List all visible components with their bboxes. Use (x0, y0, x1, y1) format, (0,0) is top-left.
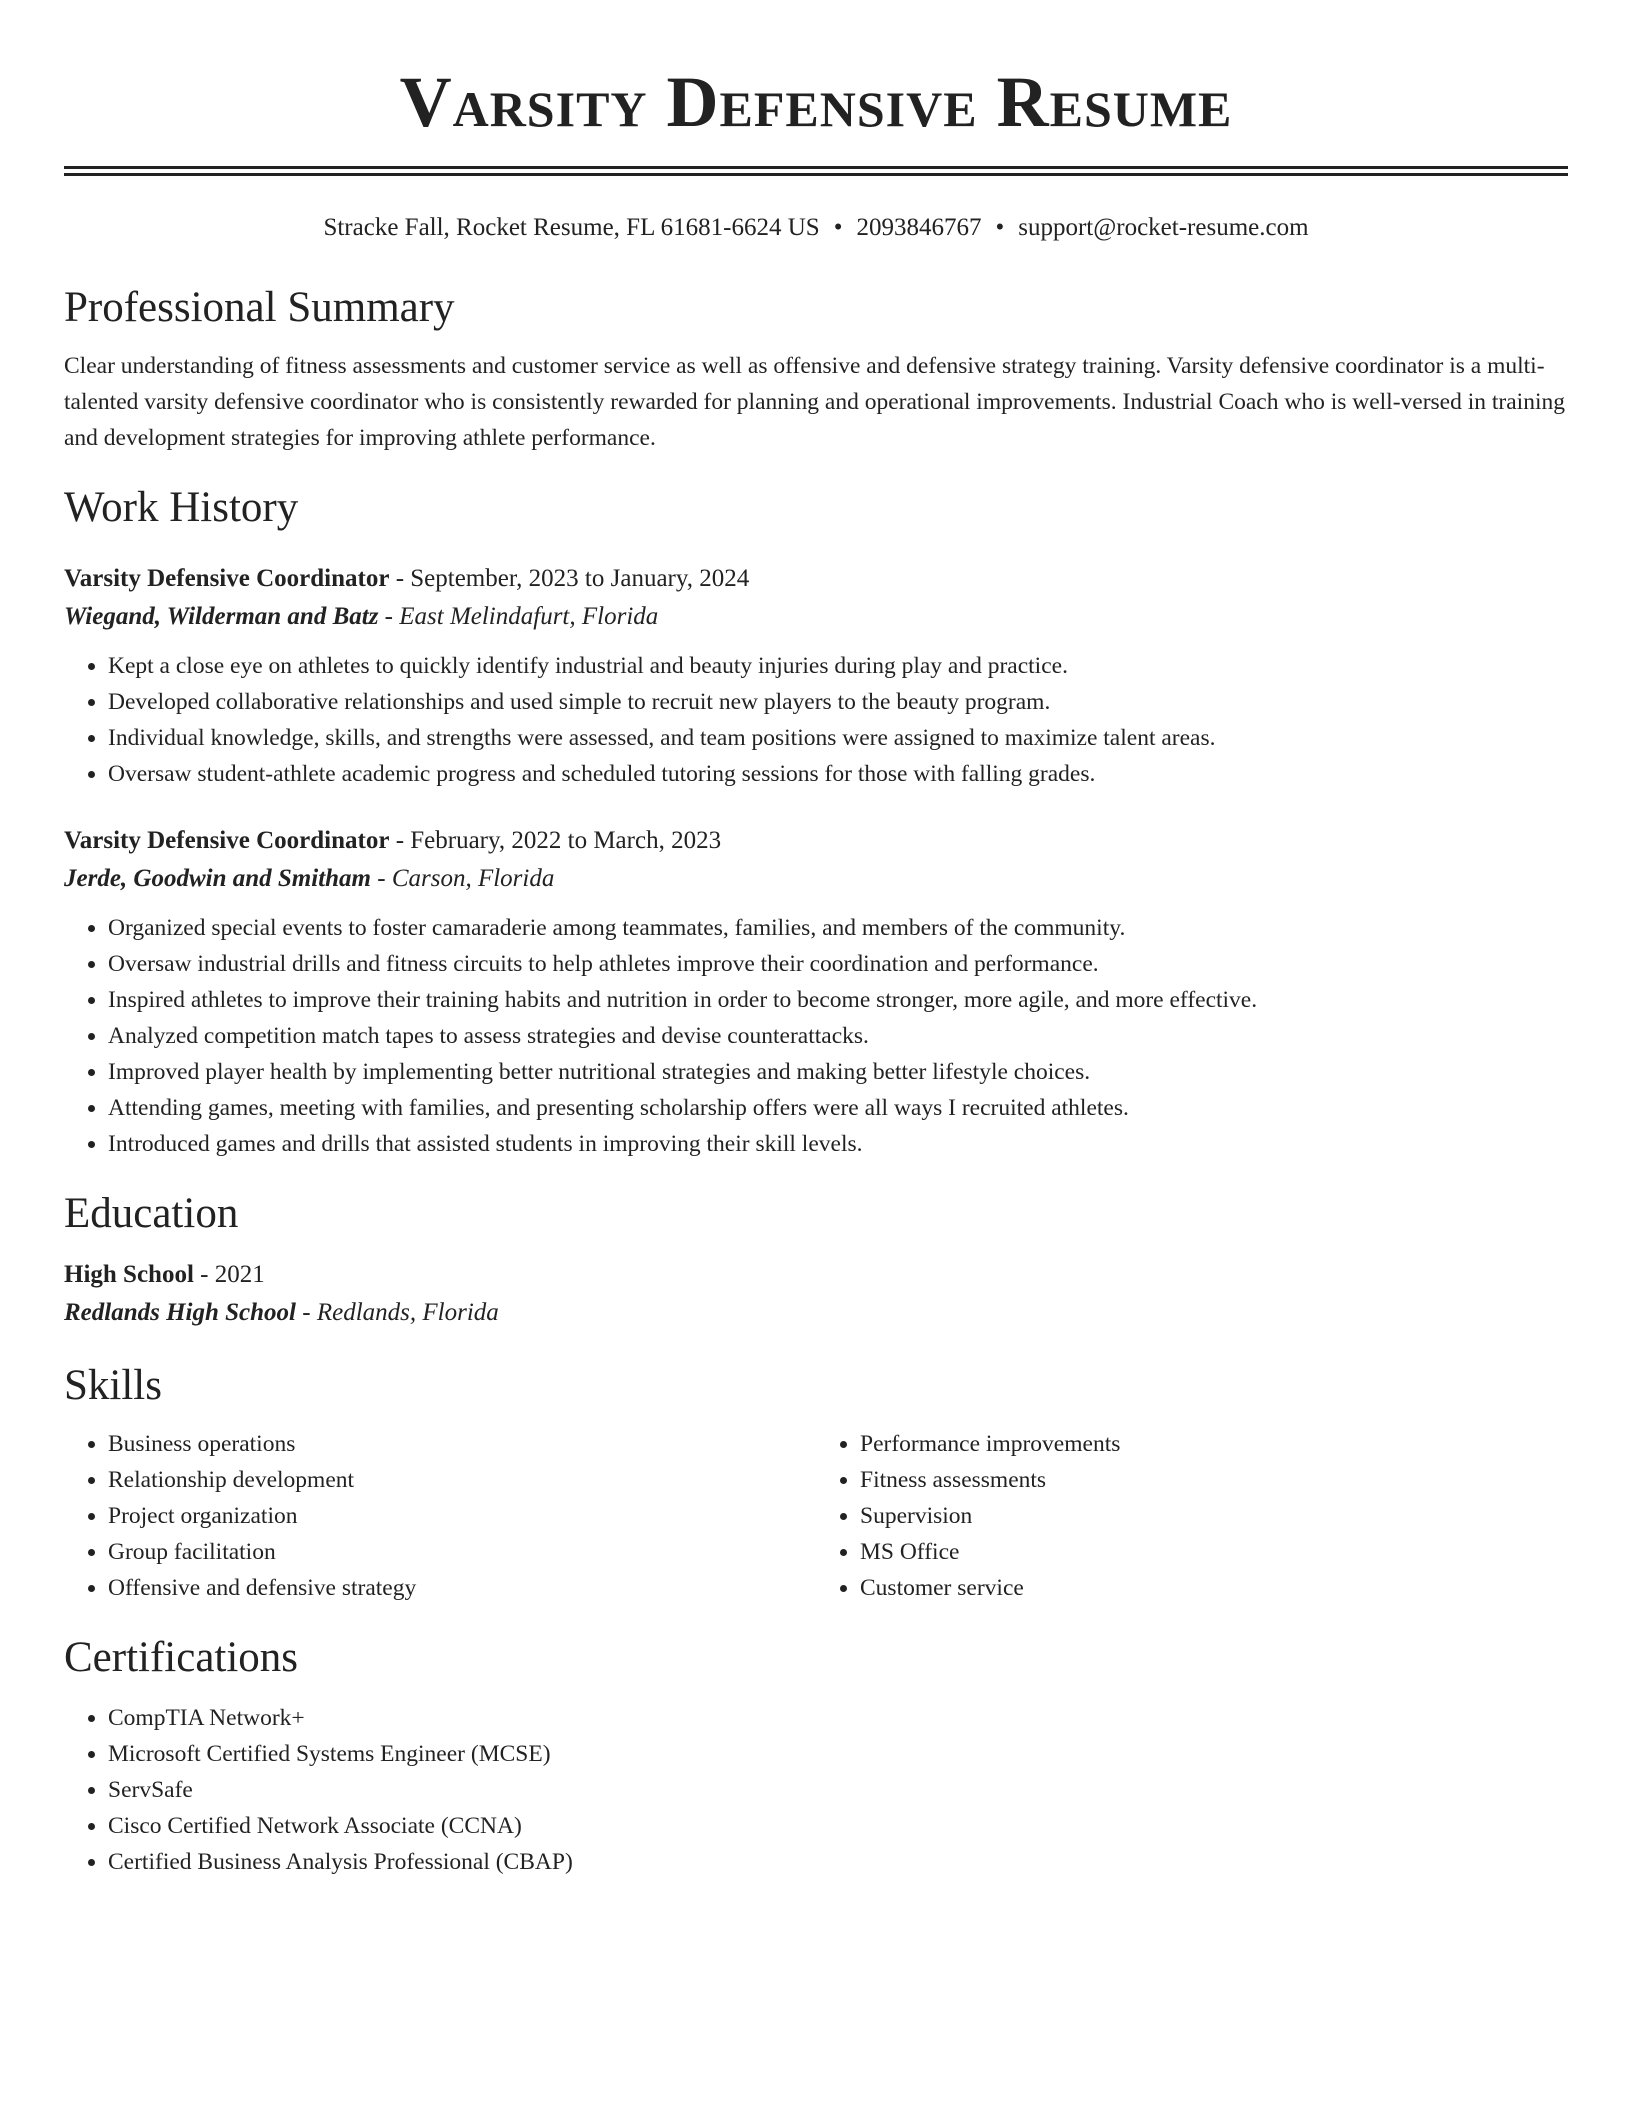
job-title-line (64, 562, 1568, 596)
job-location: - East Melindafurt, Florida (378, 603, 659, 630)
certifications-list (64, 1700, 1568, 1880)
contact-separator: • (995, 214, 1005, 241)
skills-grid (64, 1426, 1568, 1606)
job-bullet: • Introduced games and drills that assisted students in improving their skill levels. (108, 1126, 1568, 1162)
certification-item: • Microsoft Certified Systems Engineer (MCSE) (108, 1736, 1568, 1772)
job-bullet: • Inspired athletes to improve their training habits and nutrition in order to become stronger, more agile, and more effective. (108, 982, 1568, 1018)
skill-item: • MS Office (860, 1534, 1568, 1570)
certification-item: • Certified Business Analysis Professional (CBAP) (108, 1844, 1568, 1880)
job-bullet: • Individual knowledge, skills, and strengths were assessed, and team positions were assigned to maximize talent areas. (108, 720, 1568, 756)
job-title-line (64, 824, 1568, 858)
skill-item: • Performance improvements (860, 1426, 1568, 1462)
job-bullet: • Organized special events to foster camaraderie among teammates, families, and members of the community. (108, 910, 1568, 946)
job-company: Wiegand, Wilderman and Batz (64, 603, 379, 630)
education-year: - 2021 (193, 1261, 265, 1288)
contact-phone: 2093846767 (856, 214, 982, 241)
job-entry (64, 562, 1568, 792)
summary-heading: Professional Summary (64, 284, 455, 331)
skills-column-left (64, 1426, 816, 1606)
skills-heading: Skills (64, 1362, 162, 1409)
job-dates: - September, 2023 to January, 2024 (389, 565, 750, 592)
contact-separator: • (833, 214, 843, 241)
job-location: - Carson, Florida (371, 865, 555, 892)
education-degree-line (64, 1258, 1568, 1292)
job-bullet: • Oversaw student-athlete academic progress and scheduled tutoring sessions for those with falling grades. (108, 756, 1568, 792)
skill-item: • Supervision (860, 1498, 1568, 1534)
job-company-line (64, 862, 1568, 896)
contact-email: support@rocket-resume.com (1018, 214, 1309, 241)
resume-page (64, 0, 1568, 1880)
certification-item: • Cisco Certified Network Associate (CCNA) (108, 1808, 1568, 1844)
education-school-line (64, 1296, 1568, 1330)
job-bullet: • Improved player health by implementing better nutritional strategies and making better lifestyle choices. (108, 1054, 1568, 1090)
job-bullets (64, 648, 1568, 792)
job-company-line (64, 600, 1568, 634)
skill-item: • Customer service (860, 1570, 1568, 1606)
job-bullet: • Kept a close eye on athletes to quickly identify industrial and beauty injuries during play and practice. (108, 648, 1568, 684)
education-school: Redlands High School (64, 1299, 296, 1326)
job-dates: - February, 2022 to March, 2023 (389, 827, 722, 854)
job-bullet: • Analyzed competition match tapes to assess strategies and devise counterattacks. (108, 1018, 1568, 1054)
work-history-heading: Work History (64, 484, 299, 531)
job-title: Varsity Defensive Coordinator (64, 827, 390, 854)
skill-item: • Fitness assessments (860, 1462, 1568, 1498)
education-heading: Education (64, 1190, 239, 1237)
skill-item: • Relationship development (108, 1462, 816, 1498)
job-company: Jerde, Goodwin and Smitham (64, 865, 371, 892)
job-bullet: • Attending games, meeting with families, and presenting scholarship offers were all ways I recruited athletes. (108, 1090, 1568, 1126)
certification-item: • CompTIA Network+ (108, 1700, 1568, 1736)
skill-item: • Project organization (108, 1498, 816, 1534)
education-degree: High School (64, 1261, 194, 1288)
job-bullet: • Developed collaborative relationships and used simple to recruit new players to the beauty program. (108, 684, 1568, 720)
skills-column-right (816, 1426, 1568, 1606)
certification-item: • ServSafe (108, 1772, 1568, 1808)
education-location: - Redlands, Florida (296, 1299, 499, 1326)
job-bullet: • Oversaw industrial drills and fitness circuits to help athletes improve their coordination and performance. (108, 946, 1568, 982)
skill-item: • Group facilitation (108, 1534, 816, 1570)
title-double-rule (64, 166, 1568, 176)
summary-text: Clear understanding of fitness assessments and customer service as well as offensive and defensive strategy training. Varsity defensive coordinator is a multi-talented varsity defensive coordinator who is consistently rewarded for planning and operational improvements. Industrial Coach who is well-versed in training and development strategies for improving athlete performance. (64, 353, 1565, 451)
skill-item: • Offensive and defensive strategy (108, 1570, 816, 1606)
job-entry (64, 824, 1568, 1162)
certifications-heading: Certifications (64, 1634, 299, 1681)
contact-address: Stracke Fall, Rocket Resume, FL 61681-6624 US (323, 214, 820, 241)
skill-item: • Business operations (108, 1426, 816, 1462)
job-title: Varsity Defensive Coordinator (64, 565, 390, 592)
contact-line (64, 212, 1568, 244)
job-bullets (64, 910, 1568, 1162)
resume-title: Varsity Defensive Resume (399, 62, 1233, 142)
